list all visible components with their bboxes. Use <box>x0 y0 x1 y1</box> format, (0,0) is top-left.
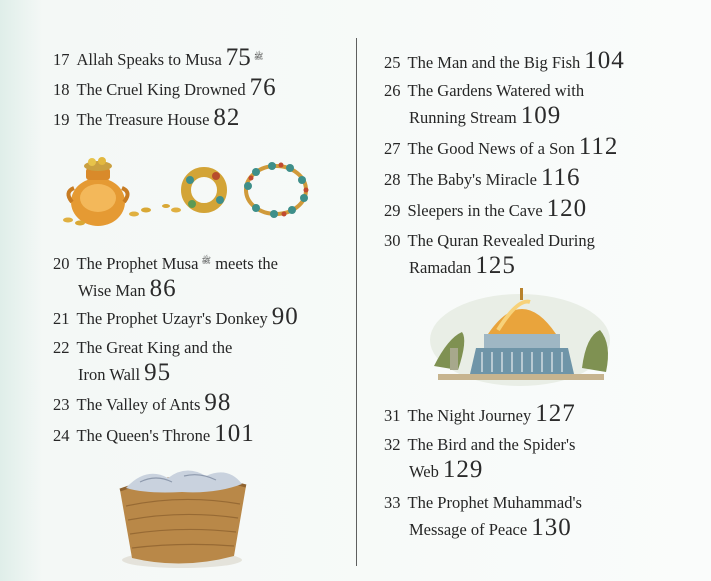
page-number: 116 <box>540 164 581 191</box>
chapter-title: The Prophet Musa <box>76 254 199 273</box>
toc-entry[interactable] <box>53 335 232 387</box>
basket-illustration <box>106 460 256 572</box>
chapter-number: 29 <box>384 201 401 220</box>
chapter-title-line2: Ramadan <box>409 258 472 277</box>
toc-entry[interactable] <box>384 196 587 223</box>
chapter-title-continued: meets the <box>215 254 278 273</box>
chapter-title: Sleepers in the Cave <box>407 201 543 220</box>
chapter-title-line2: Wise Man <box>78 281 146 300</box>
chapter-title: The Queen's Throne <box>76 426 211 445</box>
chapter-title: The Bird and the Spider's <box>407 435 576 454</box>
page-number: 112 <box>578 133 619 160</box>
chapter-number: 24 <box>53 426 70 445</box>
page-number: 130 <box>531 514 572 541</box>
chapter-number: 20 <box>53 254 70 273</box>
page-number: 104 <box>584 47 625 74</box>
toc-entry[interactable] <box>384 228 595 280</box>
treasure-illustration <box>56 150 326 230</box>
page-number: 101 <box>214 420 255 447</box>
chapter-title: The Treasure House <box>76 110 210 129</box>
page-number: 109 <box>520 102 562 129</box>
chapter-title-line2: Iron Wall <box>78 365 141 384</box>
chapter-number: 18 <box>53 80 70 99</box>
dome-illustration <box>428 278 614 390</box>
chapter-title: The Baby's Miracle <box>407 170 537 189</box>
page-number: 82 <box>213 104 241 131</box>
chapter-number: 32 <box>384 435 401 454</box>
chapter-title-line2: Web <box>409 462 439 481</box>
chapter-title: The Great King and the <box>76 338 233 357</box>
toc-entry[interactable] <box>384 48 625 75</box>
chapter-number: 30 <box>384 231 401 250</box>
page-number: 127 <box>535 400 576 427</box>
toc-entry[interactable] <box>384 165 581 192</box>
chapter-number: 31 <box>384 406 401 425</box>
chapter-title: Allah Speaks to Musa <box>76 50 222 69</box>
chapter-title: The Man and the Big Fish <box>407 53 581 72</box>
honorific-mark: ﷺ <box>201 256 212 265</box>
chapter-title-line2: Running Stream <box>409 108 517 127</box>
toc-entry[interactable] <box>53 105 240 132</box>
page-number: 120 <box>546 195 588 222</box>
chapter-number: 22 <box>53 338 70 357</box>
chapter-title-line2: Message of Peace <box>409 520 528 539</box>
toc-entry[interactable] <box>384 401 576 428</box>
toc-entry[interactable] <box>384 432 575 484</box>
toc-entry[interactable] <box>53 421 255 448</box>
toc-entry[interactable] <box>53 44 263 72</box>
chapter-number: 28 <box>384 170 401 189</box>
chapter-title: The Prophet Uzayr's Donkey <box>76 309 268 328</box>
chapter-number: 33 <box>384 493 401 512</box>
page-number: 76 <box>249 74 277 101</box>
honorific-mark: ﷺ <box>253 52 264 61</box>
chapter-title: The Cruel King Drowned <box>76 80 246 99</box>
chapter-number: 21 <box>53 309 70 328</box>
page-number: 86 <box>149 275 177 302</box>
chapter-number: 19 <box>53 110 70 129</box>
toc-entry[interactable] <box>384 78 584 130</box>
chapter-number: 26 <box>384 81 401 100</box>
chapter-title: The Good News of a Son <box>407 139 575 158</box>
page-number: 129 <box>442 456 484 483</box>
chapter-title: The Prophet Muhammad's <box>407 493 582 512</box>
toc-entry[interactable] <box>384 134 618 161</box>
toc-entry[interactable] <box>53 75 277 102</box>
chapter-title: The Valley of Ants <box>76 395 201 414</box>
toc-entry[interactable] <box>53 390 231 417</box>
chapter-number: 17 <box>53 50 70 69</box>
chapter-number: 25 <box>384 53 401 72</box>
page-number: 95 <box>144 359 172 386</box>
toc-entry[interactable] <box>53 304 299 331</box>
chapter-title: The Night Journey <box>407 406 532 425</box>
chapter-title: The Quran Revealed During <box>407 231 595 250</box>
toc-entry[interactable] <box>53 248 278 303</box>
page-number: 75 <box>225 44 251 71</box>
chapter-number: 23 <box>53 395 70 414</box>
column-divider <box>356 38 357 566</box>
page-number: 90 <box>271 303 299 330</box>
page-number: 125 <box>475 252 516 279</box>
chapter-number: 27 <box>384 139 401 158</box>
toc-entry[interactable] <box>384 490 582 542</box>
chapter-title: The Gardens Watered with <box>407 81 585 100</box>
page-number: 98 <box>204 389 232 416</box>
